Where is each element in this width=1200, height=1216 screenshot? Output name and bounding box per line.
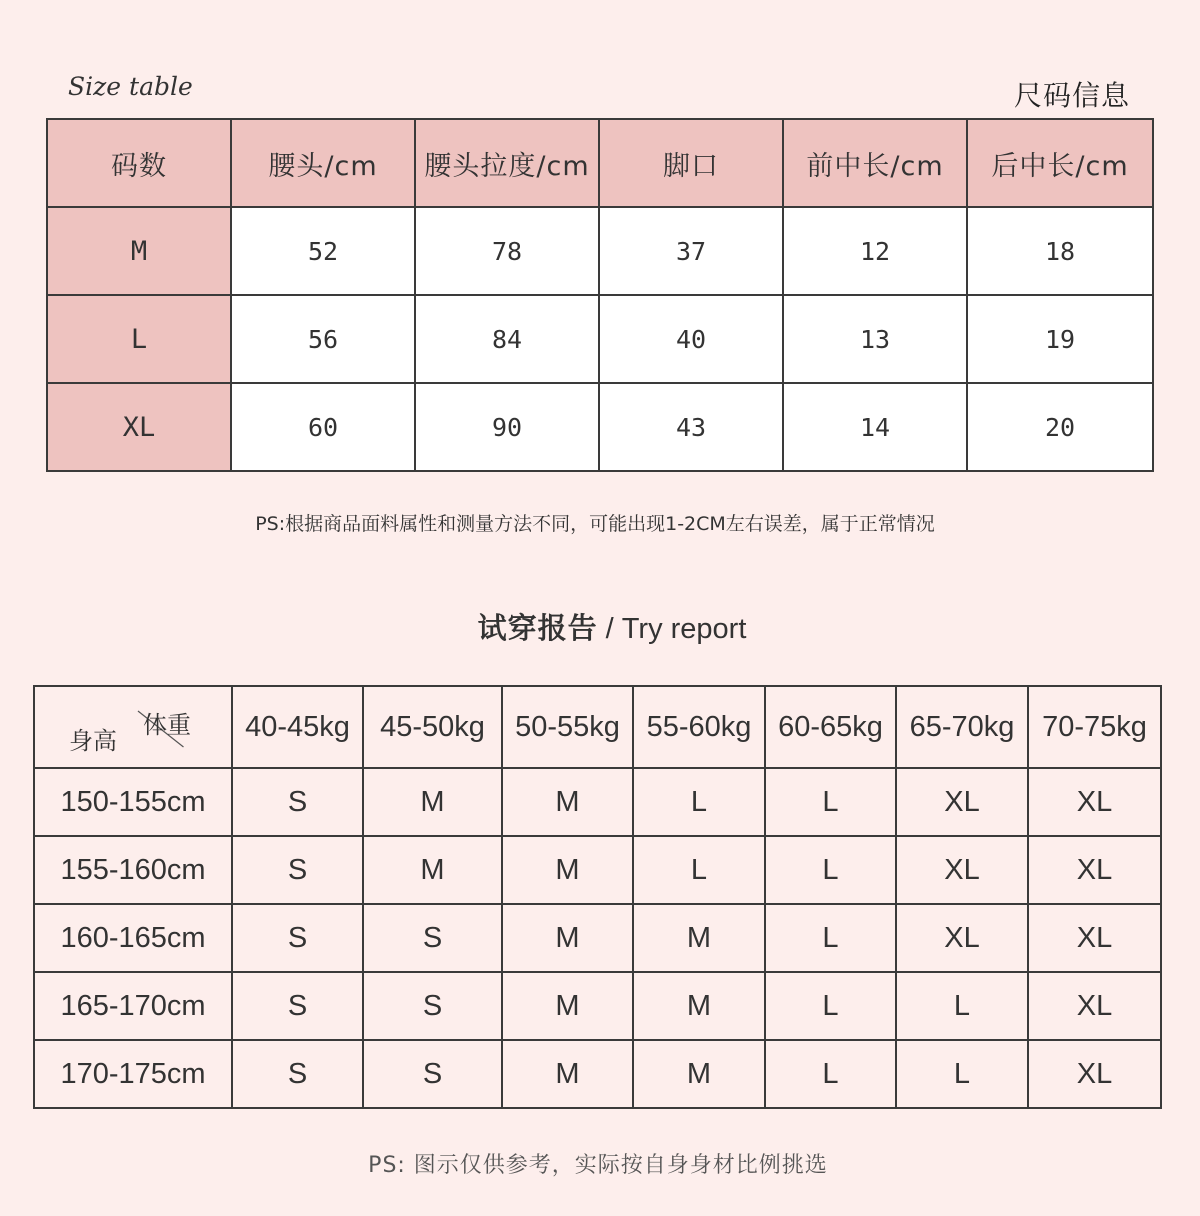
table-cell: XL: [1028, 768, 1161, 836]
table-cell: XL: [1028, 836, 1161, 904]
table-cell: M: [363, 836, 502, 904]
report-title: [0, 606, 1200, 647]
table-cell: M: [502, 1040, 633, 1108]
table-cell: S: [363, 904, 502, 972]
try-table-header-row: [34, 686, 1161, 768]
table-cell: L: [765, 1040, 896, 1108]
table-cell: 12: [783, 207, 967, 295]
weight-col-header: 50-55kg: [502, 686, 633, 768]
table-cell: M: [502, 768, 633, 836]
size-table-title-zh: 尺码信息: [1013, 79, 1130, 112]
table-cell: L: [633, 768, 765, 836]
table-row: [47, 295, 1153, 383]
table-row: [34, 836, 1161, 904]
table-cell: 84: [415, 295, 599, 383]
size-table-header-row: [47, 119, 1153, 207]
table-cell: L: [765, 904, 896, 972]
waist-stretch-col-header: 腰头拉度/cm: [415, 119, 599, 207]
height-label: 150-155cm: [34, 768, 232, 836]
table-cell: XL: [1028, 972, 1161, 1040]
weight-col-header: 55-60kg: [633, 686, 765, 768]
table-cell: S: [363, 1040, 502, 1108]
front-rise-col-header: 前中长/cm: [783, 119, 967, 207]
table-cell: XL: [896, 768, 1028, 836]
table-cell: 14: [783, 383, 967, 471]
table-cell: S: [232, 768, 363, 836]
diagonal-divider: [35, 687, 231, 767]
waist-col-header: 腰头/cm: [231, 119, 415, 207]
weight-col-header: 60-65kg: [765, 686, 896, 768]
table-row: [34, 904, 1161, 972]
table-cell: 90: [415, 383, 599, 471]
table-cell: M: [502, 972, 633, 1040]
corner-cell: [34, 686, 232, 768]
table-cell: 43: [599, 383, 783, 471]
size-col-header: 码数: [47, 119, 231, 207]
reference-note: PS: 图示仅供参考，实际按自身身材比例挑选: [368, 1153, 828, 1178]
table-cell: XL: [1028, 1040, 1161, 1108]
height-label: 160-165cm: [34, 904, 232, 972]
table-cell: S: [232, 1040, 363, 1108]
table-cell: XL: [896, 836, 1028, 904]
table-cell: 18: [967, 207, 1153, 295]
table-cell: 37: [599, 207, 783, 295]
weight-axis-label: 体重: [143, 712, 191, 739]
table-cell: 78: [415, 207, 599, 295]
height-label: 165-170cm: [34, 972, 232, 1040]
table-cell: L: [896, 972, 1028, 1040]
size-table: [46, 118, 1154, 472]
table-row: [34, 768, 1161, 836]
report-title-en: / Try report: [597, 613, 747, 645]
table-row: [47, 207, 1153, 295]
table-cell: XL: [1028, 904, 1161, 972]
table-cell: 52: [231, 207, 415, 295]
weight-col-header: 70-75kg: [1028, 686, 1161, 768]
table-cell: L: [633, 836, 765, 904]
table-cell: S: [363, 972, 502, 1040]
weight-col-header: 65-70kg: [896, 686, 1028, 768]
size-label: XL: [47, 383, 231, 471]
size-table-title-en: Size table: [68, 72, 193, 101]
table-cell: S: [232, 972, 363, 1040]
weight-col-header: 45-50kg: [363, 686, 502, 768]
report-title-zh: 试穿报告: [477, 611, 598, 645]
table-cell: M: [502, 836, 633, 904]
measurement-note: PS:根据商品面料属性和测量方法不同，可能出现1-2CM左右误差，属于正常情况: [255, 513, 935, 535]
table-cell: 20: [967, 383, 1153, 471]
height-label: 155-160cm: [34, 836, 232, 904]
table-cell: S: [232, 904, 363, 972]
table-cell: 60: [231, 383, 415, 471]
table-cell: M: [633, 904, 765, 972]
table-cell: M: [633, 972, 765, 1040]
size-label: L: [47, 295, 231, 383]
table-row: [34, 972, 1161, 1040]
height-label: 170-175cm: [34, 1040, 232, 1108]
height-axis-label: 身高: [69, 728, 117, 755]
weight-col-header: 40-45kg: [232, 686, 363, 768]
table-cell: M: [363, 768, 502, 836]
table-cell: 56: [231, 295, 415, 383]
back-rise-col-header: 后中长/cm: [967, 119, 1153, 207]
table-cell: XL: [896, 904, 1028, 972]
leg-opening-col-header: 脚口: [599, 119, 783, 207]
table-cell: M: [502, 904, 633, 972]
table-cell: S: [232, 836, 363, 904]
table-cell: L: [765, 972, 896, 1040]
size-label: M: [47, 207, 231, 295]
try-on-table: [33, 685, 1162, 1109]
table-cell: L: [765, 836, 896, 904]
table-cell: L: [765, 768, 896, 836]
table-cell: 13: [783, 295, 967, 383]
table-row: [34, 1040, 1161, 1108]
table-cell: 19: [967, 295, 1153, 383]
table-cell: L: [896, 1040, 1028, 1108]
table-cell: 40: [599, 295, 783, 383]
table-cell: M: [633, 1040, 765, 1108]
table-row: [47, 383, 1153, 471]
